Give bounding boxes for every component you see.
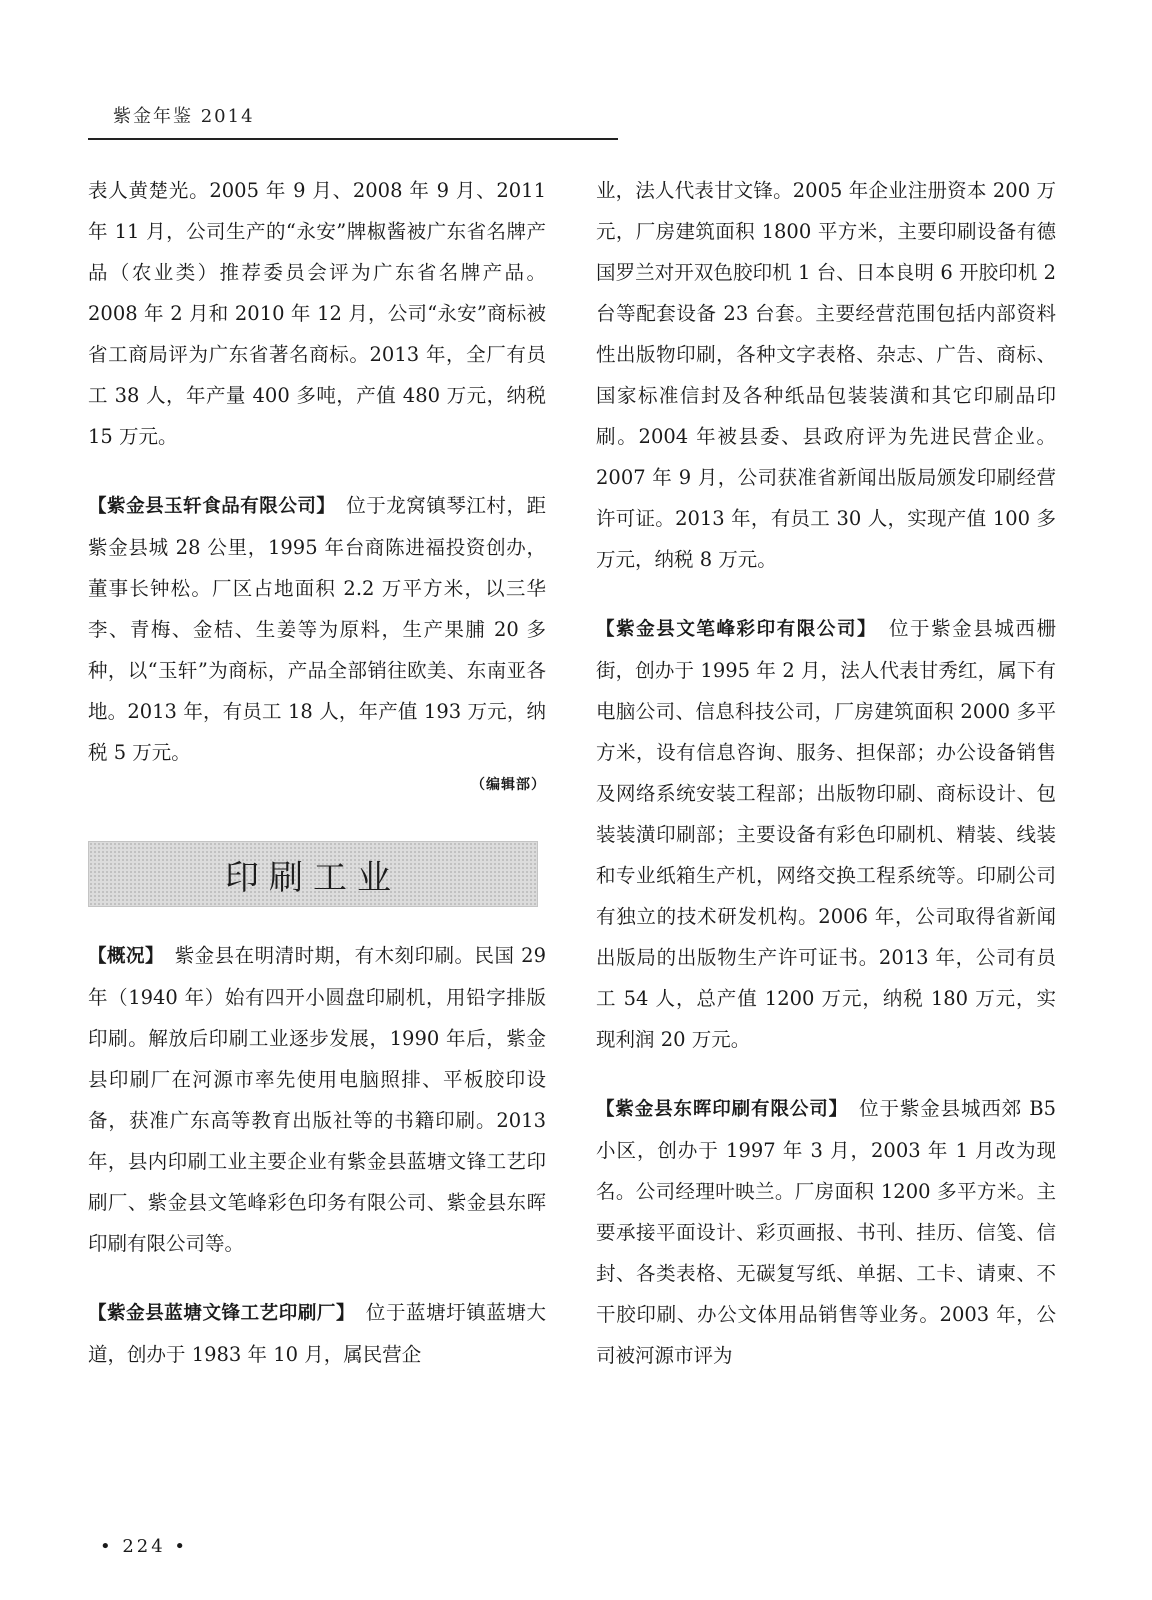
entry-body-donghui: 位于紫金县城西郊 B5 小区，创办于 1997 年 3 月，2003 年 1 月改为现名。公司经理叶映兰。厂房面积 1200 多平方米。主要承接平面设计、彩页画报、书刊、挂历、信笺、信封、各类表格、无碳复写纸、单据、工卡、请柬、不干胶印刷、办公文体用品销售等业务。2003 年，公司被河源市评为: [596, 1097, 1056, 1367]
entry-title-donghui: 【紫金县东晖印刷有限公司】: [596, 1099, 839, 1120]
entry-overview: [88, 935, 546, 1264]
entry-wenbifeng-printing: [596, 608, 1056, 1060]
page-number: • 224 •: [100, 1536, 189, 1557]
right-column: [596, 170, 1056, 1376]
section-banner-printing-industry: [88, 841, 538, 907]
entry-title-overview: 【概况】: [88, 946, 155, 967]
paragraph-yongan-continued: 表人黄楚光。2005 年 9 月、2008 年 9 月、2011 年 11 月，公司生产的“永安”牌椒酱被广东省名牌产品（农业类）推荐委员会评为广东省名牌产品。2008 年 2 月和 2010 年 12 月，公司“永安”商标被省工商局评为广东省著名商标。2013 年，全厂有员工 38 人，年产量 400 多吨，产值 480 万元，纳税 15 万元。: [88, 179, 546, 448]
running-header: 紫金年鉴 2014: [113, 106, 255, 127]
entry-title-wenbifeng: 【紫金县文笔峰彩印有限公司】: [596, 619, 868, 640]
entry-title-lantang: 【紫金县蓝塘文锋工艺印刷厂】: [88, 1303, 346, 1324]
header-rule: [88, 138, 618, 140]
entry-yuxuan-food: [88, 485, 546, 773]
entry-lantang-printing: [88, 1292, 546, 1375]
paragraph-lantang-continued: 业，法人代表甘文锋。2005 年企业注册资本 200 万元，厂房建筑面积 1800 平方米，主要印刷设备有德国罗兰对开双色胶印机 1 台、日本良明 6 开胶印机 2 台等配套设备 23 台套。主要经营范围包括内部资料性出版物印刷，各种文字表格、杂志、广告、商标、国家标准信封及各种纸品包装装潢和其它印刷品印刷。2004 年被县委、县政府评为先进民营企业。2007 年 9 月，公司获准省新闻出版局颁发印刷经营许可证。2013 年，有员工 30 人，实现产值 100 多万元，纳税 8 万元。: [596, 179, 1056, 571]
entry-body-wenbifeng: 位于紫金县城西栅街，创办于 1995 年 2 月，法人代表甘秀红，属下有电脑公司、信息科技公司，厂房建筑面积 2000 多平方米，设有信息咨询、服务、担保部；办公设备销售及网络系统安装工程部；出版物印刷、商标设计、包装装潢印刷部；主要设备有彩色印刷机、精装、线装和专业纸箱生产机，网络交换工程系统等。印刷公司有独立的技术研发机构。2006 年，公司取得省新闻出版局的出版物生产许可证书。2013 年，公司有员工 54 人，总产值 1200 万元，纳税 180 万元，实现利润 20 万元。: [596, 617, 1056, 1051]
entry-title-yuxuan: 【紫金县玉轩食品有限公司】: [88, 496, 327, 517]
section-title: 印刷工业: [225, 857, 401, 898]
entry-donghui-printing: [596, 1088, 1056, 1376]
entry-body-lantang: 位于蓝塘圩镇蓝塘大道，创办于 1983 年 10 月，属民营企: [88, 1301, 546, 1366]
editorial-credit: （编辑部）: [471, 777, 546, 793]
entry-body-yuxuan: 位于龙窝镇琴江村，距紫金县城 28 公里，1995 年台商陈进福投资创办，董事长钟松。厂区占地面积 2.2 万平方米，以三华李、青梅、金桔、生姜等为原料，生产果脯 20 多种，以“玉轩”为商标，产品全部销往欧美、东南亚各地。2013 年，有员工 18 人，年产值 193 万元，纳税 5 万元。: [88, 494, 546, 764]
left-column: [88, 170, 546, 1375]
entry-body-overview: 紫金县在明清时期，有木刻印刷。民国 29 年（1940 年）始有四开小圆盘印刷机，用铅字排版印刷。解放后印刷工业逐步发展，1990 年后，紫金县印刷厂在河源市率先使用电脑照排、平板胶印设备，获准广东高等教育出版社等的书籍印刷。2013 年，县内印刷工业主要企业有紫金县蓝塘文锋工艺印刷厂、紫金县文笔峰彩色印务有限公司、紫金县东晖印刷有限公司等。: [88, 944, 546, 1255]
